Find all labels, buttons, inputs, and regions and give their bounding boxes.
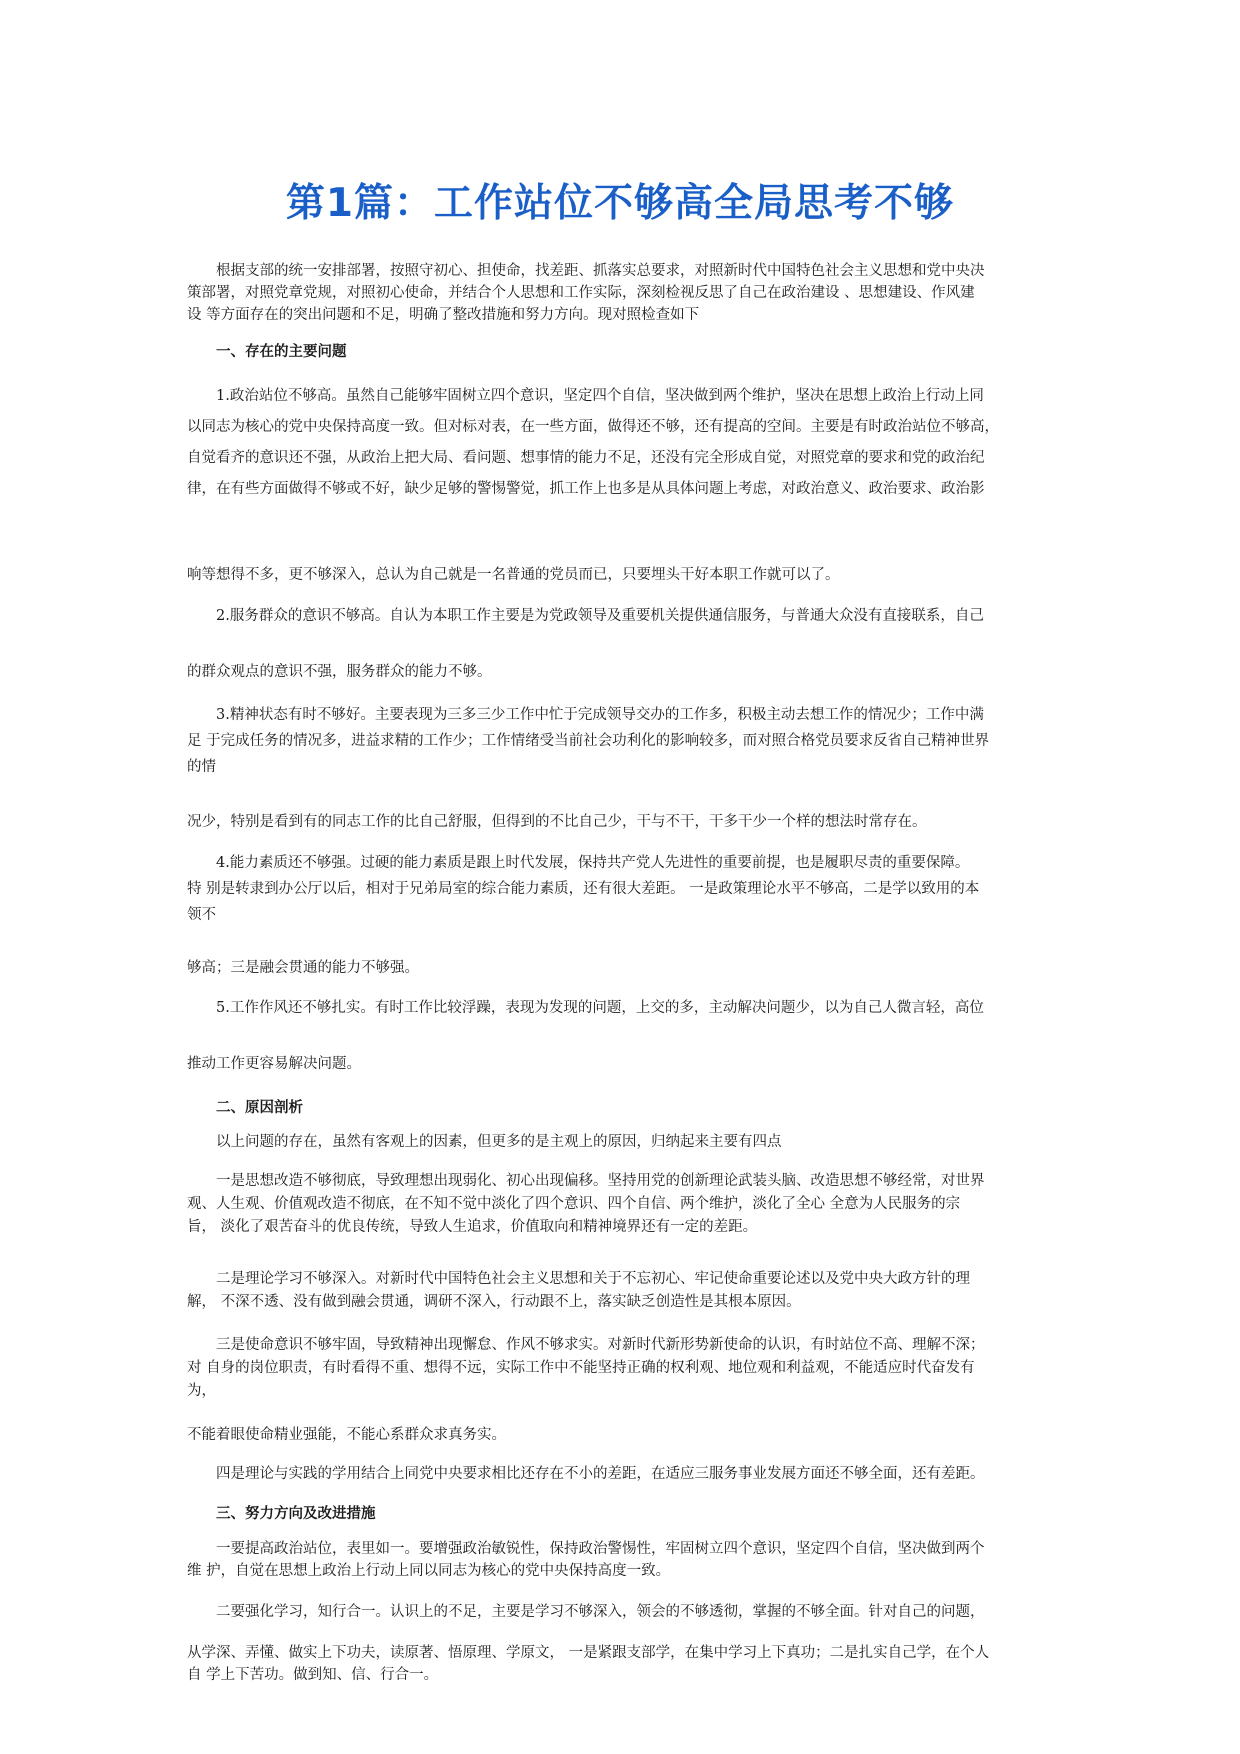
causes-lead-paragraph: 以上问题的存在，虽然有客观上的因素，但更多的是主观上的原因，归纳起来主要有四点 bbox=[216, 1134, 782, 1150]
paragraph-line: 1.政治站位不够高。虽然自己能够牢固树立四个意识，坚定四个自信，坚决做到两个维护，坚决在思想上政治上行动上同 bbox=[216, 388, 984, 404]
paragraph-line: 维 护，自觉在思想上政治上行动上同以同志为核心的党中央保持高度一致。 bbox=[187, 1563, 671, 1579]
section-heading-measures: 三、努力方向及改进措施 bbox=[216, 1506, 376, 1522]
problem-5-paragraph: 5.工作作风还不够扎实。有时工作比较浮躁，表现为发现的问题，上交的多，主动解决问题少，以为自己人微言轻，高位 bbox=[216, 1000, 984, 1016]
paragraph-line: 一是思想改造不够彻底，导致理想出现弱化、初心出现偏移。坚持用党的创新理论武装头脑、改造思想不够经常，对世界 bbox=[216, 1173, 985, 1189]
problem-2-paragraph: 2.服务群众的意识不够高。自认为本职工作主要是为党政领导及重要机关提供通信服务，与普通大众没有直接联系，自己 bbox=[216, 608, 984, 624]
problem-5-continuation: 推动工作更容易解决问题。 bbox=[187, 1056, 361, 1072]
cause-3-paragraph bbox=[187, 1334, 1057, 1403]
paragraph-line: 一要提高政治站位，表里如一。要增强政治敏锐性，保持政治警惕性，牢固树立四个意识，坚定四个自信，坚决做到两个 bbox=[216, 1541, 985, 1557]
paragraph-line: 旨， 淡化了艰苦奋斗的优良传统，导致人生追求，价值取向和精神境界还有一定的差距。 bbox=[187, 1219, 758, 1235]
paragraph-line: 律，在有些方面做得不够或不好，缺少足够的警惕警觉，抓工作上也多是从具体问题上考虑，对政治意义、政治要求、政治影 bbox=[187, 481, 985, 497]
problem-1-paragraph bbox=[187, 381, 1057, 505]
paragraph-line: 领不 bbox=[187, 907, 216, 923]
problem-1-continuation: 响等想得不多，更不够深入，总认为自己就是一名普通的党员而已，只要埋头干好本职工作就可以了。 bbox=[187, 567, 840, 583]
problem-3-continuation: 况少，特别是看到有的同志工作的比自己舒服，但得到的不比自己少，干与不干，干多干少一个样的想法时常存在。 bbox=[187, 814, 927, 830]
paragraph-line: 自 学上下苦功。做到知、信、行合一。 bbox=[187, 1667, 439, 1683]
intro-line: 策部署，对照党章党规，对照初心使命，并结合个人思想和工作实际，深刻检视反思了自己在政治建设 、思想建设、作风建 bbox=[187, 285, 975, 301]
measure-1-paragraph bbox=[187, 1538, 1057, 1582]
cause-3-continuation: 不能着眼使命精业强能，不能心系群众求真务实。 bbox=[187, 1427, 506, 1443]
section-heading-problems: 一、存在的主要问题 bbox=[216, 344, 347, 360]
document-title: 第1篇：工作站位不够高全局思考不够 bbox=[285, 181, 955, 226]
paragraph-line: 自觉看齐的意识还不强，从政治上把大局、看问题、想事情的能力不足，还没有完全形成自觉，对照党章的要求和党的政治纪 bbox=[187, 450, 985, 466]
cause-1-paragraph bbox=[187, 1170, 1057, 1239]
paragraph-line: 足 于完成任务的情况多，进益求精的工作少；工作情绪受当前社会功利化的影响较多，而对照合格党员要求反省自己精神世界 bbox=[187, 733, 990, 749]
paragraph-line: 二是理论学习不够深入。对新时代中国特色社会主义思想和关于不忘初心、牢记使命重要论述以及党中央大政方针的理 bbox=[216, 1271, 970, 1287]
paragraph-line: 观、人生观、价值观改造不彻底，在不知不觉中淡化了四个意识、四个自信、两个维护，淡化了全心 全意为人民服务的宗 bbox=[187, 1196, 961, 1212]
paragraph-line: 以同志为核心的党中央保持高度一致。但对标对表，在一些方面，做得还不够，还有提高的空间。主要是有时政治站位不够高， bbox=[187, 419, 999, 435]
measure-2-paragraph: 二要强化学习，知行合一。认识上的不足，主要是学习不够深入，领会的不够透彻，掌握的不够全面。针对自己的问题， bbox=[216, 1604, 985, 1620]
cause-2-paragraph bbox=[187, 1268, 1057, 1314]
problem-3-paragraph bbox=[187, 702, 1057, 780]
paragraph-line: 从学深、弄懂、做实上下功夫，读原著、悟原理、学原文， 一是紧跟支部学，在集中学习上下真功；二是扎实自己学，在个人 bbox=[187, 1645, 990, 1661]
paragraph-line: 4.能力素质还不够强。过硬的能力素质是跟上时代发展，保持共产党人先进性的重要前提，也是履职尽责的重要保障。 bbox=[216, 855, 970, 871]
cause-4-paragraph: 四是理论与实践的学用结合上同党中央要求相比还存在不小的差距，在适应三服务事业发展方面还不够全面，还有差距。 bbox=[216, 1466, 985, 1482]
paragraph-line: 为， bbox=[187, 1383, 216, 1399]
intro-line: 根据支部的统一安排部署，按照守初心、担使命，找差距、抓落实总要求，对照新时代中国特色社会主义思想和党中央决 bbox=[216, 263, 985, 279]
intro-paragraph bbox=[187, 260, 1057, 326]
problem-4-paragraph bbox=[187, 850, 1057, 928]
problem-4-continuation: 够高；三是融会贯通的能力不够强。 bbox=[187, 960, 419, 976]
paragraph-line: 特 别是转隶到办公厅以后，相对于兄弟局室的综合能力素质，还有很大差距。 一是政策理论水平不够高，二是学以致用的本 bbox=[187, 881, 980, 897]
paragraph-line: 对 自身的岗位职责，有时看得不重、想得不远，实际工作中不能坚持正确的权利观、地位观和利益观，不能适应时代奋发有 bbox=[187, 1360, 975, 1376]
paragraph-line: 解， 不深不透、没有做到融会贯通，调研不深入，行动跟不上，落实缺乏创造性是其根本原因。 bbox=[187, 1294, 801, 1310]
paragraph-line: 3.精神状态有时不够好。主要表现为三多三少工作中忙于完成领导交办的工作多，积极主动去想工作的情况少；工作中满 bbox=[216, 707, 984, 723]
section-heading-causes: 二、原因剖析 bbox=[216, 1100, 303, 1116]
measure-2-continuation bbox=[187, 1642, 1057, 1686]
problem-2-continuation: 的群众观点的意识不强，服务群众的能力不够。 bbox=[187, 664, 492, 680]
intro-line: 设 等方面存在的突出问题和不足，明确了整改措施和努力方向。现对照检查如下 bbox=[187, 307, 700, 323]
paragraph-line: 三是使命意识不够牢固，导致精神出现懈怠、作风不够求实。对新时代新形势新使命的认识，有时站位不高、理解不深； bbox=[216, 1337, 985, 1353]
paragraph-line: 的情 bbox=[187, 759, 216, 775]
